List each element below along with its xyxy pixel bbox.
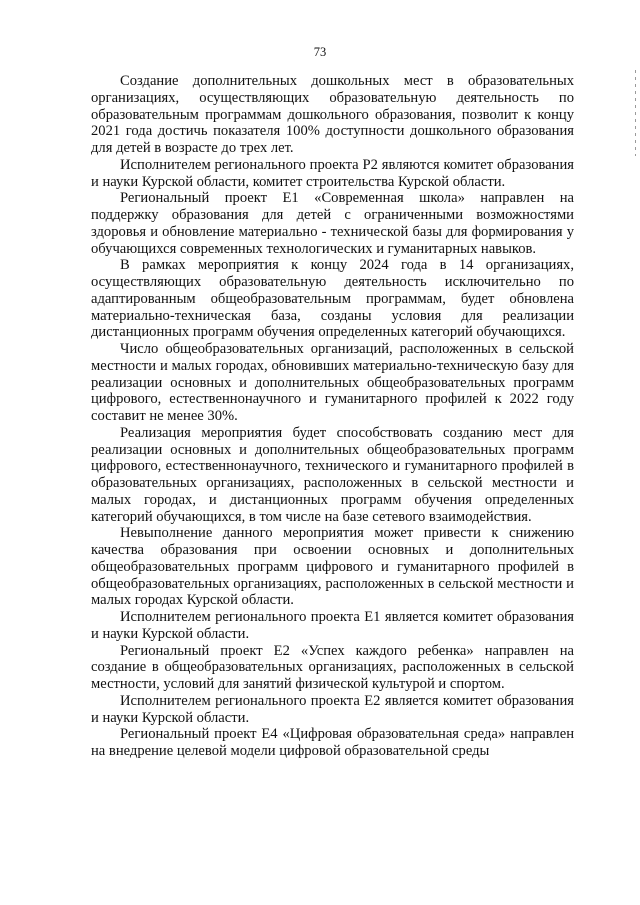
page-number: 73 [313,45,327,59]
paragraph: Региональный проект Е1 «Современная школа» направлен на поддержку образования для детей с ограниченными возможностями здоровья и обновление материально - технической базы для формирования у обучающихся современных технологических и гуманитарных навыков. [91,190,574,257]
paragraph: Исполнителем регионального проекта Е2 является комитет образования и науки Курской области. [91,692,574,726]
scan-edge-mark [635,70,636,156]
document-body [91,73,574,760]
paragraph: Невыполнение данного мероприятия может привести к снижению качества образования при освоении основных и дополнительных общеобразовательных программ цифрового и гуманитарного профилей в общеобразовательных организациях, расположенных в сельской местности и малых городах Курской области. [91,525,574,609]
paragraph: Число общеобразовательных организаций, расположенных в сельской местности и малых городах, обновивших материально-техническую базу для реализации основных и дополнительных общеобразовательных программ цифрового, естественнонаучного и гуманитарного профилей к 2022 году составит не менее 30%. [91,341,574,424]
paragraph: Исполнителем регионального проекта Р2 являются комитет образования и науки Курской области, комитет строительства Курской области. [91,156,574,190]
paragraph: Создание дополнительных дошкольных мест в образовательных организациях, осуществляющих образовательную деятельность по образовательным программам дошкольного образования, позволит к концу 2021 года достичь показателя 100% доступности дошкольного образования для детей в возрасте до трех лет. [91,73,574,156]
paragraph: В рамках мероприятия к концу 2024 года в 14 организациях, осуществляющих образовательную деятельность исключительно по адаптированным общеобразовательным программам, будет обновлена материально-техническая база, созданы условия для реализации дистанционных программ обучения определенных категорий обучающихся. [91,257,574,341]
paragraph: Региональный проект Е2 «Успех каждого ребенка» направлен на создание в общеобразовательных организациях, расположенных в сельской местности, условий для занятий физической культурой и спортом. [91,642,574,692]
paragraph: Реализация мероприятия будет способствовать созданию мест для реализации основных и дополнительных общеобразовательных программ цифрового, естественнонаучного, технического и гуманитарного профилей в образовательных организациях, расположенных в сельской местности и малых городах, и дистанционных программ обучения определенных категорий обучающихся, в том числе на базе сетевого взаимодействия. [91,424,574,525]
paragraph: Исполнителем регионального проекта Е1 является комитет образования и науки Курской области. [91,609,574,642]
paragraph: Региональный проект Е4 «Цифровая образовательная среда» направлен на внедрение целевой модели цифровой образовательной среды [91,726,574,759]
